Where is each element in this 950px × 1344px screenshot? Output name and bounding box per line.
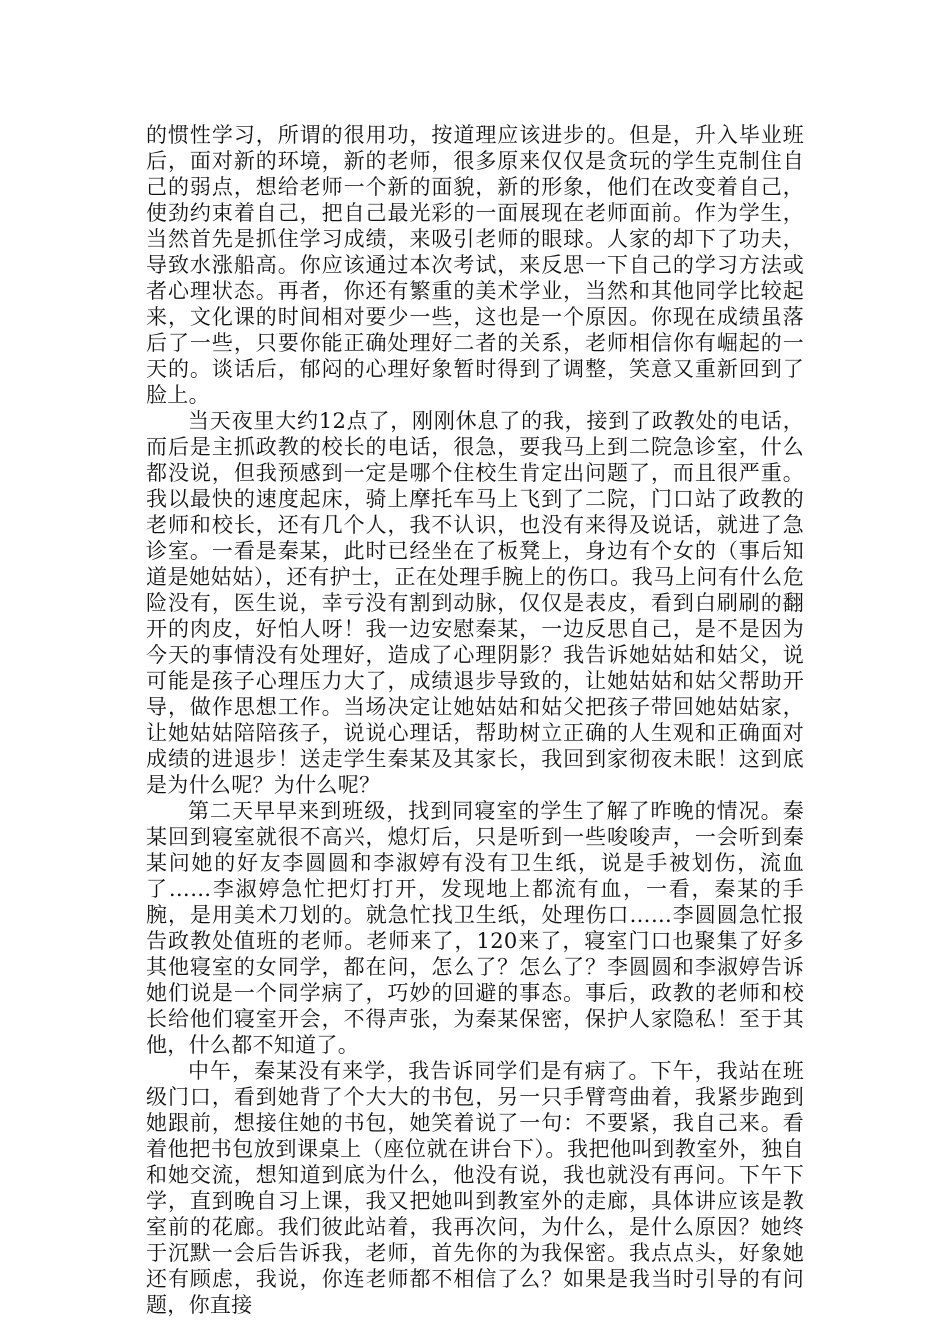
- document-body: [146, 122, 804, 1318]
- paragraph-1: 的惯性学习，所谓的很用功，按道理应该进步的。但是，升入毕业班后，面对新的环境，新的老师，很多原来仅仅是贪玩的学生克制住自己的弱点，想给老师一个新的面貌，新的形象，他们在改变着自己，使劲约束着自己，把自己最光彩的一面展现在老师面前。作为学生，当然首先是抓住学习成绩，来吸引老师的眼球。人家的却下了功夫，导致水涨船高。你应该通过本次考试，来反思一下自己的学习方法或者心理状态。再者，你还有繁重的美术学业，当然和其他同学比较起来，文化课的时间相对要少一些，这也是一个原因。你现在成绩虽落后了一些，只要你能正确处理好二者的关系，老师相信你有崛起的一天的。谈话后，郁闷的心理好象暂时得到了调整，笑意又重新回到了脸上。: [146, 123, 804, 407]
- paragraph-4: 中午，秦某没有来学，我告诉同学们是有病了。下午，我站在班级门口，看到她背了个大大的书包，另一只手臂弯曲着，我紧步跑到她跟前，想接住她的书包，她笑着说了一句：不要紧，我自己来。看着他把书包放到课桌上（座位就在讲台下）。我把他叫到教室外，独自和她交流，想知道到底为什么，他没有说，我也就没有再问。下午下学，直到晚自习上课，我又把她叫到教室外的走廊，具体讲应该是教室前的花廊。我们彼此站着，我再次问，为什么，是什么原因？她终于沉默一会后告诉我，老师，首先你的为我保密。我点点头，好象她还有顾虑，我说，你连老师都不相信了么？如果是我当时引导的有问题，你直接: [146, 1059, 804, 1317]
- paragraph-3: 第二天早早来到班级，找到同寝室的学生了解了昨晚的情况。秦某回到寝室就很不高兴，熄灯后，只是听到一些唆唆声，一会听到秦某问她的好友李圆圆和李淑婷有没有卫生纸，说是手被划伤，流血了……李淑婷急忙把灯打开，发现地上都流有血，一看，秦某的手腕，是用美术刀划的。就急忙找卫生纸，处理伤口……李圆圆急忙报告政教处值班的老师。老师来了，120来了，寝室门口也聚集了好多其他寝室的女同学，都在问，怎么了？怎么了？李圆圆和李淑婷告诉她们说是一个同学病了，巧妙的回避的事态。事后，政教的老师和校长给他们寝室开会，不得声张，为秦某保密，保护人家隐私！至于其他，什么都不知道了。: [146, 799, 804, 1057]
- paragraph-2: 当天夜里大约12点了，刚刚休息了的我，接到了政教处的电话，而后是主抓政教的校长的电话，很急，要我马上到二院急诊室，什么都没说，但我预感到一定是哪个住校生肯定出问题了，而且很严重。我以最快的速度起床，骑上摩托车马上飞到了二院，门口站了政教的老师和校长，还有几个人，我不认识，也没有来得及说话，就进了急诊室。一看是秦某，此时已经坐在了板凳上，身边有个女的（事后知道是她姑姑），还有护士，正在处理手腕上的伤口。我马上问有什么危险没有，医生说，幸亏没有割到动脉，仅仅是表皮，看到白刷刷的翻开的肉皮，好怕人呀！我一边安慰秦某，一边反思自己，是不是因为今天的事情没有处理好，造成了心理阴影？我告诉她姑姑和姑父，说可能是孩子心理压力大了，成绩退步导致的，让她姑姑和姑父帮助开导，做作思想工作。当场决定让她姑姑和姑父把孩子带回她姑姑家，让她姑姑陪陪孩子，说说心理话，帮助树立正确的人生观和正确面对成绩的进退步！送走学生秦某及其家长，我回到家彻夜未眠！这到底是为什么呢？为什么呢？: [146, 409, 804, 797]
